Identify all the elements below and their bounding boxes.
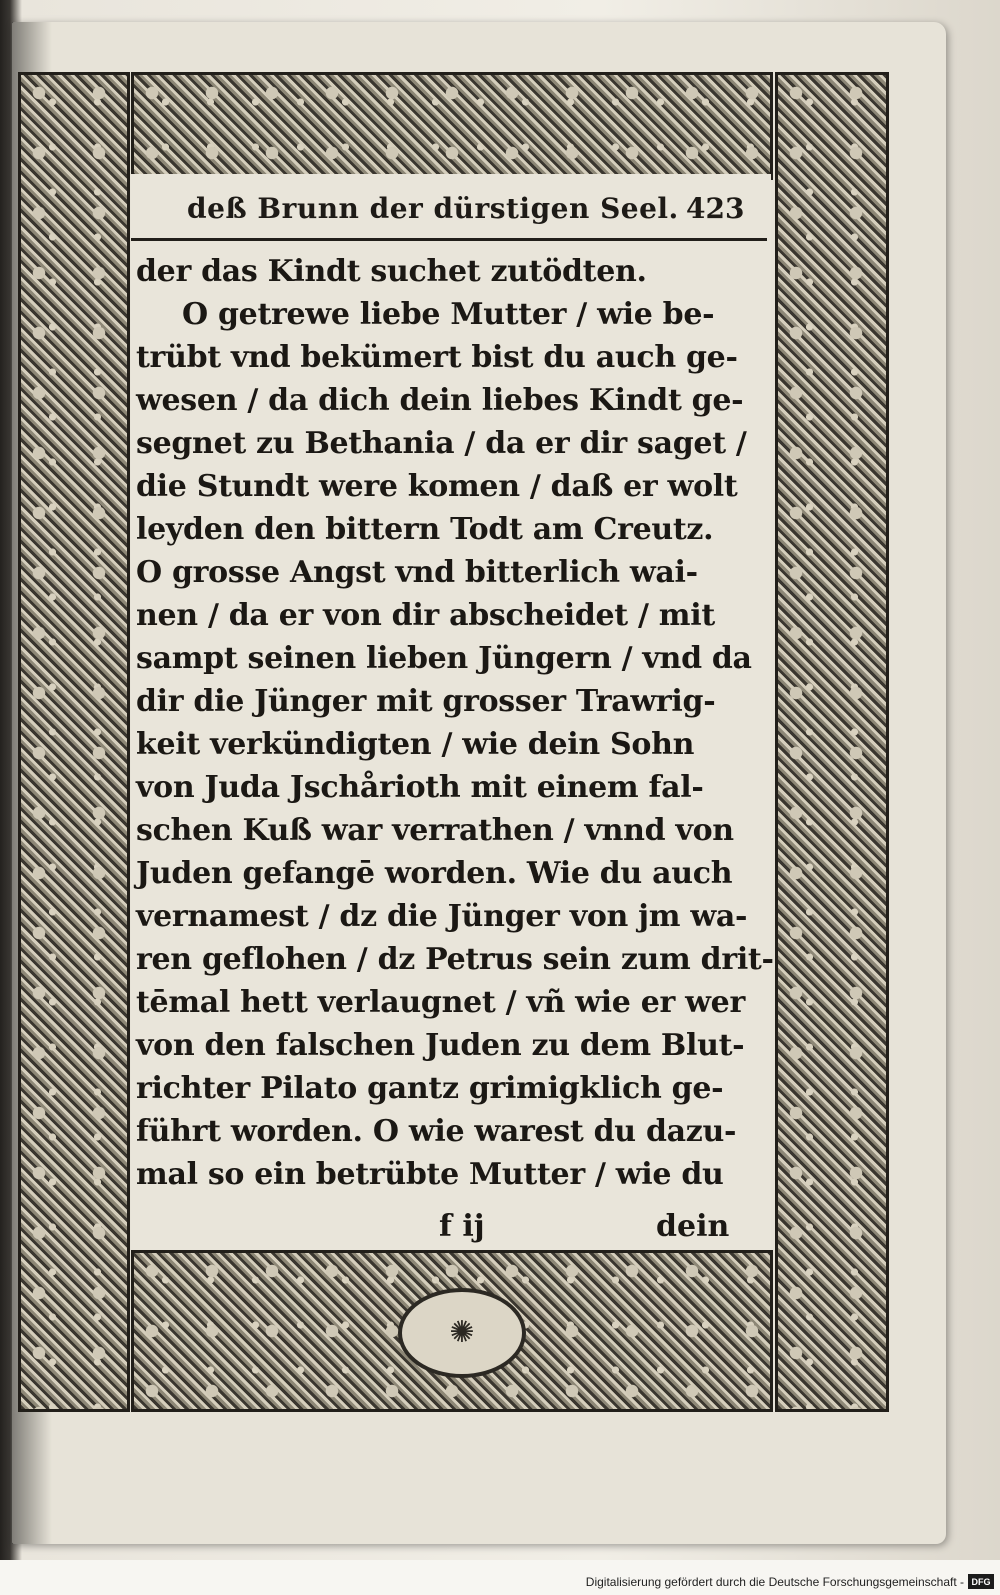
text-line: nen / da er von dir abscheidet / mit <box>136 598 715 633</box>
text-line: wesen / da dich dein liebes Kindt ge- <box>136 383 744 418</box>
text-line: trübt vnd bekümert bist du auch ge- <box>136 340 738 375</box>
woodcut-border-left <box>18 72 130 1412</box>
text-line: richter Pilato gantz grimigklich ge- <box>136 1071 724 1106</box>
text-line: der das Kindt suchet zutödten. <box>136 254 647 289</box>
digitization-credit: Digitalisierung gefördert durch die Deutsche Forschungsgemeinschaft - <box>585 1575 964 1589</box>
text-line: führt worden. O wie warest du dazu- <box>136 1114 737 1149</box>
text-line: segnet zu Bethania / da er dir saget / <box>136 426 747 461</box>
text-line: dir die Jünger mit grosser Trawrig- <box>136 684 716 719</box>
text-line: mal so ein betrübte Mutter / wie du <box>136 1157 724 1192</box>
text-line: ren geflohen / dz Petrus sein zum drit- <box>136 942 774 977</box>
text-line: schen Kuß war verrathen / vnnd von <box>136 813 734 848</box>
woodcut-border-top <box>131 72 773 180</box>
text-line: keit verkündigten / wie dein Sohn <box>136 727 695 762</box>
ornament-medallion <box>398 1288 526 1378</box>
text-line: vernamest / dz die Jünger von jm wa- <box>136 899 748 934</box>
woodcut-border-right <box>775 72 889 1412</box>
text-line: Juden gefangē worden. Wie du auch <box>136 856 733 891</box>
text-block <box>136 250 776 1196</box>
rosette-icon: ✺ <box>449 1315 475 1350</box>
page-number: 423 <box>686 192 745 225</box>
running-title: deß Brunn der dürstigen Seel. <box>187 192 679 225</box>
text-line: O getrewe liebe Mutter / wie be- <box>182 297 715 332</box>
text-line: O grosse Angst vnd bitterlich wai- <box>136 555 698 590</box>
text-line: von Juda Jschårioth mit einem fal- <box>136 770 704 805</box>
signature-mark: f ij <box>439 1209 485 1244</box>
text-line: tēmal hett verlaugnet / vñ wie er wer <box>136 985 745 1020</box>
text-line: die Stundt were komen / daß er wolt <box>136 469 738 504</box>
dfg-logo: DFG <box>968 1574 994 1589</box>
text-line: sampt seinen lieben Jüngern / vnd da <box>136 641 752 676</box>
running-head <box>131 176 767 241</box>
signature-line <box>136 1209 776 1252</box>
text-line: leyden den bittern Todt am Creutz. <box>136 512 714 547</box>
catchword: dein <box>656 1209 730 1244</box>
text-line: von den falschen Juden zu dem Blut- <box>136 1028 745 1063</box>
